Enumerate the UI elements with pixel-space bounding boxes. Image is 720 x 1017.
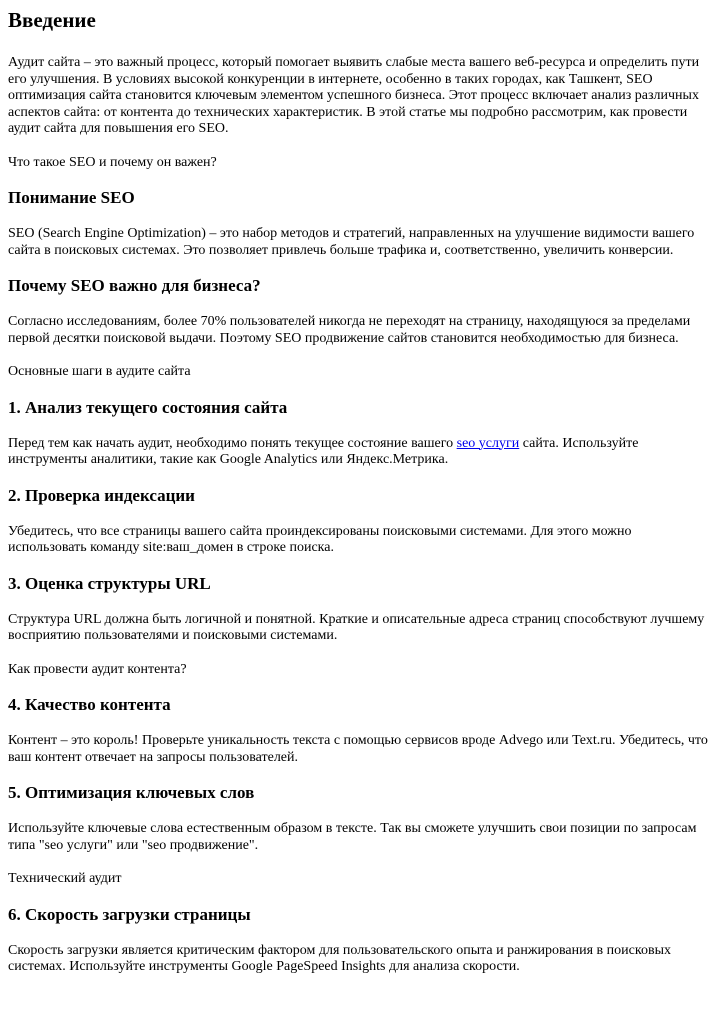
paragraph-why-seo: Согласно исследованиям, более 70% пользователей никогда не переходят на страницу, находящуюся за пределами первой десятки поисковой выдачи. Поэтому SEO продвижение сайтов становится необходимостью для бизнеса. bbox=[8, 314, 691, 346]
heading-why-seo: Почему SEO важно для бизнеса? bbox=[8, 276, 261, 295]
paragraph-step-4: Контент – это король! Проверьте уникальность текста с помощью сервисов вроде Advego или Text.ru. Убедитесь, что ваш контент отвечает на запросы пользователей. bbox=[8, 733, 708, 765]
question-tech: Технический аудит bbox=[8, 871, 122, 886]
heading-step-5: 5. Оптимизация ключевых слов bbox=[8, 783, 255, 802]
heading-step-1: 1. Анализ текущего состояния сайта bbox=[8, 397, 288, 417]
paragraph-step-6: Скорость загрузки является критическим фактором для пользовательского опыта и ранжирования в поисковых системах. Используйте инструменты Google PageSpeed Insights для анализа скорости. bbox=[8, 942, 671, 974]
seo-services-link[interactable]: seo услуги bbox=[456, 435, 520, 451]
paragraph-step-1 bbox=[8, 436, 712, 469]
heading-step-3: 3. Оценка структуры URL bbox=[8, 573, 211, 593]
heading-step-4: 4. Качество контента bbox=[8, 695, 171, 714]
paragraph-understanding-seo: SEO (Search Engine Optimization) – это набор методов и стратегий, направленных на улучшение видимости вашего сайта в поисковых системах. Это позволяет привлечь больше трафика и, соответственно, увеличить конверсии. bbox=[8, 226, 695, 258]
heading-step-2: 2. Проверка индексации bbox=[8, 485, 195, 505]
question-steps: Основные шаги в аудите сайта bbox=[8, 364, 191, 379]
paragraph-step-1-after: сайта. Используйте инструменты аналитики, такие как Google Analytics или Яндекс.Метрика. bbox=[8, 435, 639, 467]
paragraph-step-5: Используйте ключевые слова естественным образом в тексте. Так вы сможете улучшить свои позиции по запросам типа "seo услуги" или "seo продвижение". bbox=[8, 821, 697, 853]
paragraph-step-3: Структура URL должна быть логичной и понятной. Краткие и описательные адреса страниц способствуют лучшему восприятию пользователями и поисковыми системами. bbox=[8, 611, 705, 643]
question-seo: Что такое SEO и почему он важен? bbox=[8, 154, 217, 170]
page-title: Введение bbox=[8, 8, 96, 32]
paragraph-step-2: Убедитесь, что все страницы вашего сайта проиндексированы поисковыми системами. Для этого можно использовать команду site:ваш_домен в строке поиска. bbox=[8, 523, 632, 555]
paragraph-step-1-before: Перед тем как начать аудит, необходимо понять текущее состояние вашего bbox=[8, 435, 457, 451]
question-content: Как провести аудит контента? bbox=[8, 661, 187, 677]
intro-paragraph: Аудит сайта – это важный процесс, который помогает выявить слабые места вашего веб-ресурса и определить пути его улучшения. В условиях высокой конкуренции в интернете, особенно в таких городах, как Ташкент, SEO оптимизация сайта становится ключевым элементом успешного бизнеса. Этот процесс включает анализ различных аспектов сайта: от контента до технических характеристик. В этой статье мы подробно рассмотрим, как провести аудит сайта для повышения его SEO. bbox=[8, 55, 700, 136]
heading-understanding-seo: Понимание SEO bbox=[8, 188, 135, 207]
heading-step-6: 6. Скорость загрузки страницы bbox=[8, 904, 251, 924]
